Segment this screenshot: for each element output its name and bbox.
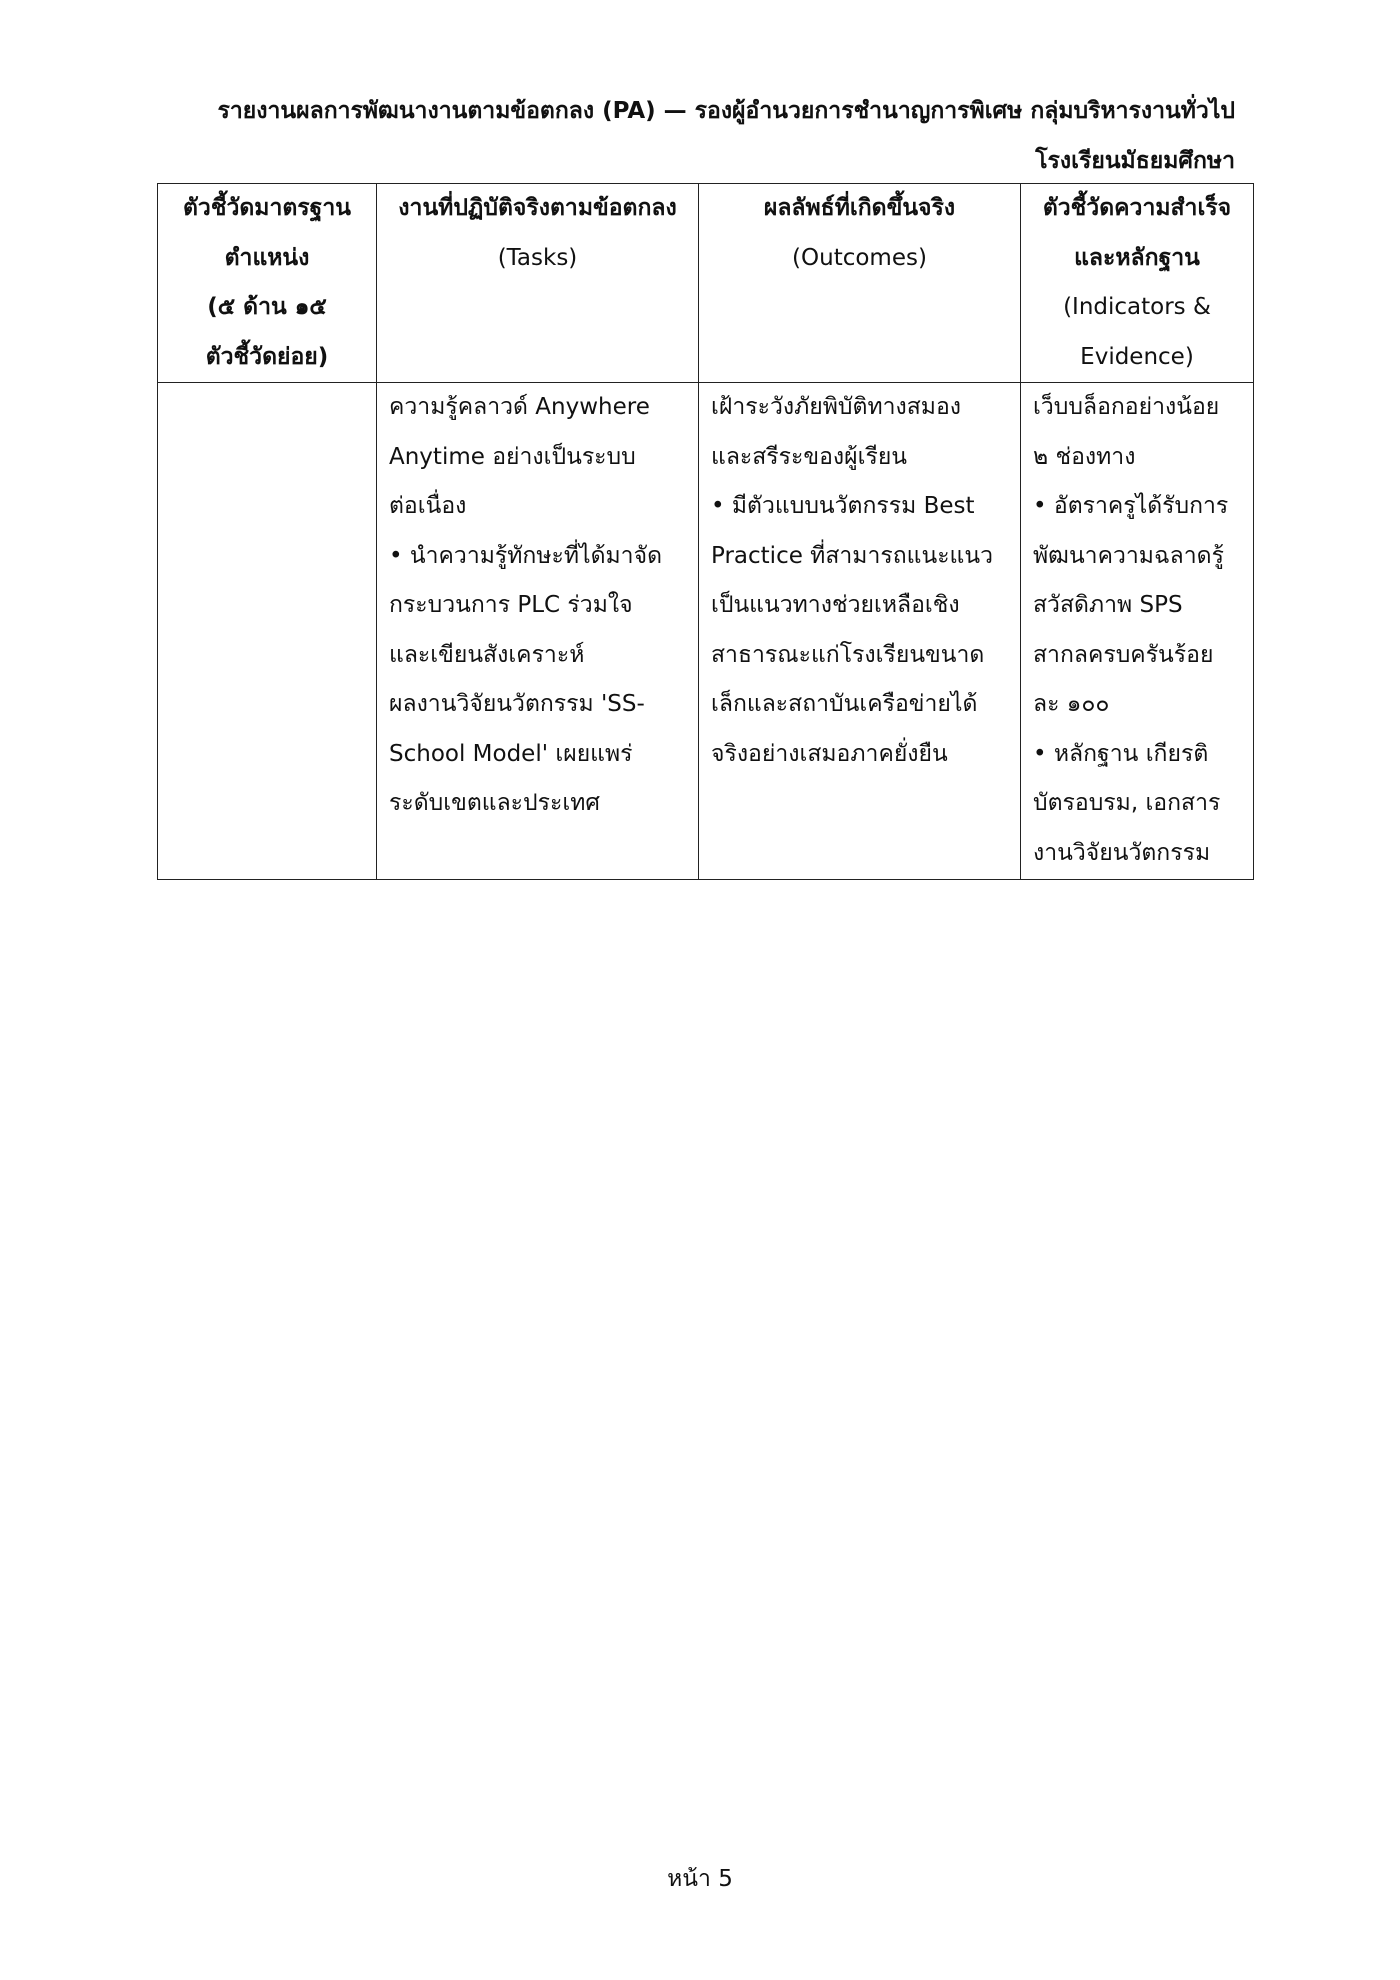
cell-line: เล็กและสถาบันเครือข่ายได้ — [711, 691, 978, 717]
cell-line: • อัตราครูได้รับการ — [1033, 493, 1229, 519]
header-line: ตัวชี้วัดความสำเร็จ — [1042, 195, 1232, 221]
cell-line: ระดับเขตและประเทศ — [389, 790, 600, 816]
header-line: (๕ ด้าน ๑๕ — [207, 294, 327, 320]
cell-line: ละ ๑๐๐ — [1033, 691, 1110, 717]
header-line: ผลลัพธ์ที่เกิดขึ้นจริง — [763, 195, 956, 221]
page-header — [150, 86, 1235, 186]
header-line: (Indicators & — [1063, 294, 1211, 320]
cell-line: ผลงานวิจัยนวัตกรรม 'SS- — [389, 691, 645, 717]
cell-outcomes — [699, 383, 1021, 880]
cell-line: พัฒนาความฉลาดรู้ — [1033, 542, 1224, 569]
header-line: (Outcomes) — [792, 244, 927, 271]
report-title: รายงานผลการพัฒนางานตามข้อตกลง (PA) — รองผู้อำนวยการชำนาญการพิเศษ กลุ่มบริหารงานทั่วไป — [217, 98, 1235, 124]
school-name: โรงเรียนมัธยมศึกษา — [1035, 148, 1235, 174]
cell-indicators — [1021, 383, 1254, 880]
cell-line: เว็บบล็อกอย่างน้อย — [1033, 394, 1220, 420]
cell-line: Practice ที่สามารถแนะแนว — [711, 542, 994, 569]
cell-line: ๒ ช่องทาง — [1033, 443, 1136, 470]
header-indicators-evidence — [1021, 184, 1254, 383]
cell-line: สากลครบครันร้อย — [1033, 641, 1214, 668]
table-row — [158, 383, 1254, 880]
cell-line: งานวิจัยนวัตกรรม — [1033, 839, 1211, 866]
cell-line: เป็นแนวทางช่วยเหลือเชิง — [711, 592, 960, 618]
cell-line: • มีตัวแบบนวัตกรรม Best — [711, 493, 975, 519]
cell-line: สาธารณะแก่โรงเรียนขนาด — [711, 641, 985, 668]
header-outcomes — [699, 184, 1021, 383]
header-standard-indicators — [158, 184, 377, 383]
header-line: และหลักฐาน — [1074, 244, 1200, 271]
cell-line: กระบวนการ PLC ร่วมใจ — [389, 592, 633, 618]
cell-line: และเขียนสังเคราะห์ — [389, 641, 585, 668]
header-line: ตัวชี้วัดมาตรฐาน — [182, 195, 351, 221]
cell-line: บัตรอบรม, เอกสาร — [1033, 790, 1221, 816]
cell-line: เฝ้าระวังภัยพิบัติทางสมอง — [711, 394, 961, 420]
cell-line: • นำความรู้ทักษะที่ได้มาจัด — [389, 542, 663, 569]
cell-line: ความรู้คลาวด์ Anywhere — [389, 394, 650, 420]
header-line: ตำแหน่ง — [224, 244, 310, 271]
header-line: ตัวชี้วัดย่อย) — [205, 343, 329, 370]
header-line: (Tasks) — [497, 244, 578, 271]
page-number: หน้า 5 — [667, 1866, 733, 1892]
cell-line: ต่อเนื่อง — [389, 493, 467, 519]
cell-line: Anytime อย่างเป็นระบบ — [389, 443, 636, 470]
header-tasks — [377, 184, 699, 383]
table-header-row — [158, 184, 1254, 383]
cell-line: จริงอย่างเสมอภาคยั่งยืน — [711, 740, 948, 767]
cell-line: และสรีระของผู้เรียน — [711, 443, 908, 470]
cell-tasks — [377, 383, 699, 880]
cell-line: สวัสดิภาพ SPS — [1033, 592, 1183, 618]
pa-results-table — [157, 183, 1254, 880]
header-line: งานที่ปฏิบัติจริงตามข้อตกลง — [398, 195, 677, 221]
header-line: Evidence) — [1080, 343, 1194, 370]
cell-standard — [158, 383, 377, 880]
cell-line: • หลักฐาน เกียรติ — [1033, 740, 1209, 767]
cell-line: School Model' เผยแพร่ — [389, 740, 633, 767]
